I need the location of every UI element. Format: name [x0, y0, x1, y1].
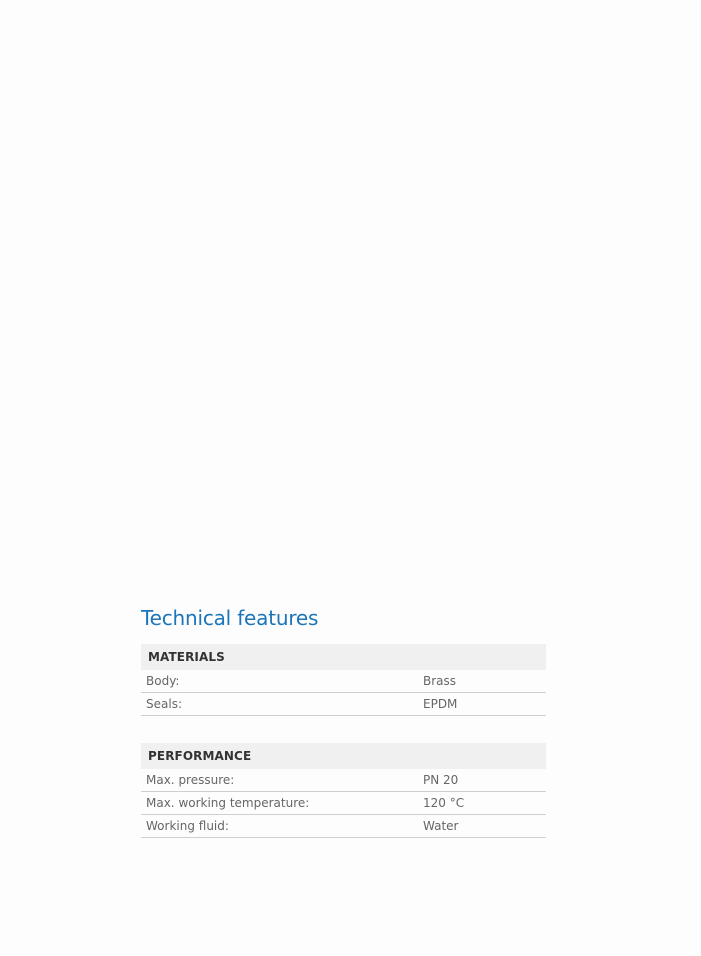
- table-row: [141, 792, 546, 815]
- section-title: Technical features: [141, 606, 319, 630]
- materials-header: MATERIALS: [141, 644, 546, 670]
- materials-group: [141, 644, 546, 716]
- row-label: Seals:: [146, 697, 182, 711]
- performance-header: PERFORMANCE: [141, 743, 546, 769]
- row-label: Max. working temperature:: [146, 796, 310, 810]
- table-row: [141, 670, 546, 693]
- row-value: 120 °C: [423, 796, 465, 810]
- technical-features-section: [141, 603, 546, 838]
- row-value: Brass: [423, 674, 457, 688]
- table-row: [141, 769, 546, 792]
- row-label: Working fluid:: [146, 819, 229, 833]
- performance-group: [141, 743, 546, 838]
- row-value: PN 20: [423, 773, 459, 787]
- row-label: Max. pressure:: [146, 773, 235, 787]
- row-value: Water: [423, 819, 459, 833]
- table-row: [141, 693, 546, 716]
- table-row: [141, 815, 546, 838]
- row-value: EPDM: [423, 697, 458, 711]
- row-label: Body:: [146, 674, 180, 688]
